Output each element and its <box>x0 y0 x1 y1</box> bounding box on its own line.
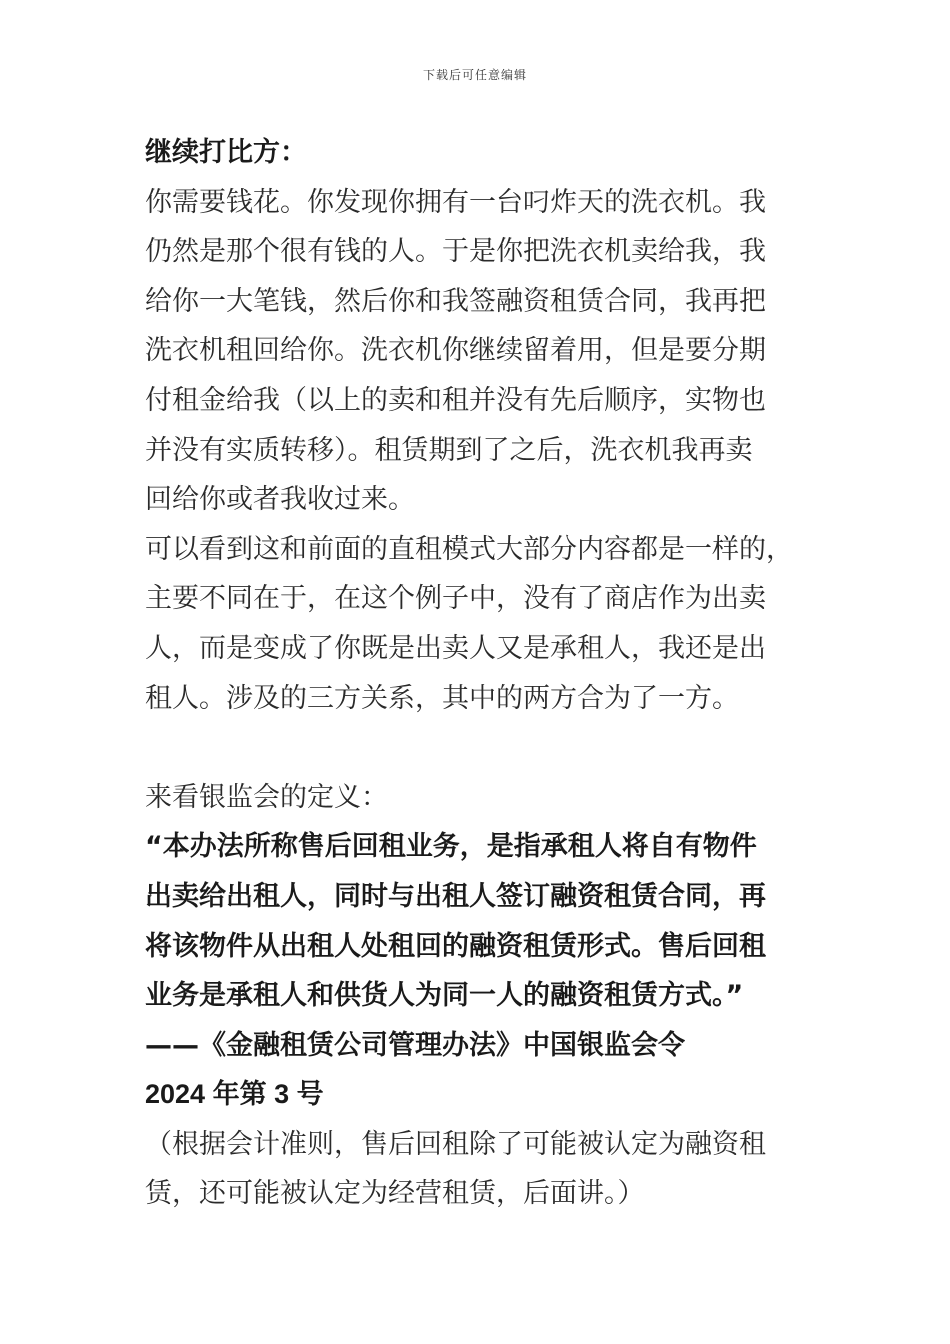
quote-source-year: 2024 年第 3 号 <box>145 1079 324 1110</box>
quote-source: ——《金融租赁公司管理办法》中国银监会令 <box>145 1029 685 1061</box>
paragraph-line: 主要不同在于，在这个例子中，没有了商店作为出卖 <box>145 583 766 615</box>
paragraph-line: 人，而是变成了你既是出卖人又是承租人，我还是出 <box>145 632 766 664</box>
quote-line: 将该物件从出租人处租回的融资租赁形式。售后回租 <box>145 930 766 962</box>
quote-line: 业务是承租人和供货人为同一人的融资租赁方式。” <box>145 980 744 1012</box>
section-heading: 继续打比方： <box>145 137 307 168</box>
quote-line: “本办法所称售后回租业务，是指承租人将自有物件 <box>145 831 757 863</box>
paragraph-line: 你需要钱花。你发现你拥有一台叼炸天的洗衣机。我 <box>145 186 766 218</box>
page-header-note: 下载后可任意编辑 <box>422 68 527 82</box>
accounting-note <box>145 1120 825 1219</box>
comparison-paragraph <box>145 525 825 723</box>
paragraph-line: 并没有实质转移）。租赁期到了之后，洗衣机我再卖 <box>145 434 753 466</box>
document-body <box>145 128 825 1219</box>
paragraph-line: 洗衣机租回给你。洗衣机你继续留着用，但是要分期 <box>145 335 766 367</box>
paragraph-line: 租人。涉及的三方关系，其中的两方合为了一方。 <box>145 682 739 714</box>
paragraph-line: 付租金给我（以上的卖和租并没有先后顺序，实物也 <box>145 384 766 416</box>
paragraph-line: 可以看到这和前面的直租模式大部分内容都是一样的， <box>145 533 793 565</box>
regulation-quote <box>145 822 825 1120</box>
example-paragraph <box>145 178 825 525</box>
paragraph-line: 给你一大笔钱，然后你和我签融资租赁合同，我再把 <box>145 285 766 317</box>
definition-intro: 来看银监会的定义： <box>145 781 388 813</box>
paragraph-line: 仍然是那个很有钱的人。于是你把洗衣机卖给我，我 <box>145 236 766 268</box>
paragraph-spacer <box>145 723 825 773</box>
paragraph-line: 回给你或者我收过来。 <box>145 484 415 516</box>
note-line: 赁，还可能被认定为经营租赁，后面讲。） <box>145 1178 645 1210</box>
note-line: （根据会计准则，售后回租除了可能被认定为融资租 <box>145 1128 766 1160</box>
quote-line: 出卖给出租人，同时与出租人签订融资租赁合同，再 <box>145 880 766 912</box>
